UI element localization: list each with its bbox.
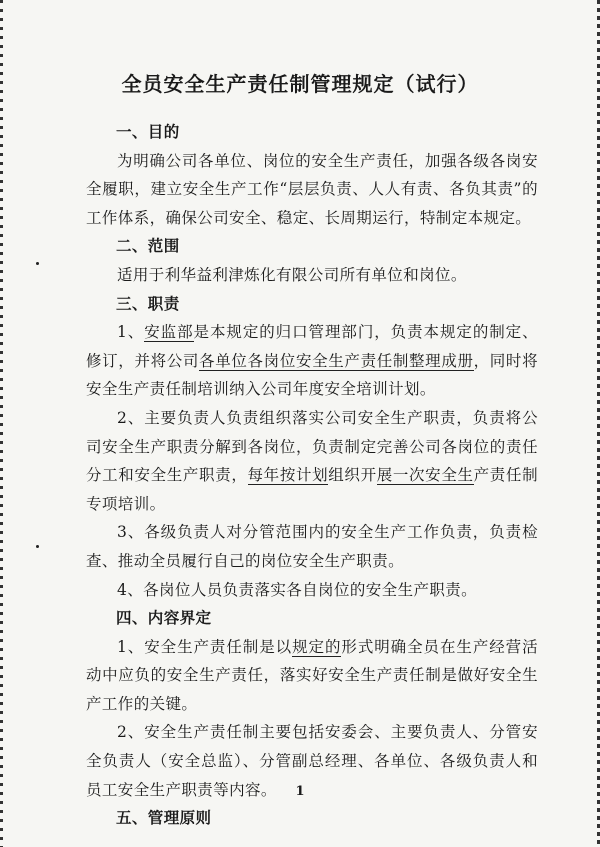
text-run: 形式明确全员在生产经营活动中应负的安全生产责任，落实好安全生产责任制是做好安全生产工作的关键。 bbox=[86, 637, 539, 713]
underlined-text: 规定的 bbox=[292, 637, 342, 656]
section-heading-definition: 四、内容界定 bbox=[116, 608, 212, 628]
underlined-text: 各单位各岗位安全生产责任制整理成册 bbox=[199, 351, 474, 370]
page-number: 1 bbox=[295, 784, 305, 799]
text-run: 1、 bbox=[117, 323, 145, 342]
section-heading-duties: 三、职责 bbox=[116, 293, 180, 313]
underlined-text: 每年按计划 bbox=[247, 466, 329, 485]
text-run: 1、安全生产责任制是以 bbox=[117, 637, 293, 656]
text-run: ，同时将安全生产责任制培训纳入公司年度安全培训计划。 bbox=[86, 351, 538, 399]
section-heading-principles: 五、管理原则 bbox=[116, 808, 212, 828]
section-heading-scope: 二、范围 bbox=[116, 236, 180, 256]
text-run: 2、主要负责人负责组织落实公司安全生产职责，负责将公司安全生产职责分解到各岗位，负责制定完善公司各岗位的责任分工和安全生产职责， bbox=[86, 408, 538, 485]
definition-paragraph-1 bbox=[86, 633, 538, 719]
underlined-text: 安监部 bbox=[144, 323, 194, 342]
scan-dot bbox=[36, 262, 39, 265]
scope-paragraph: 适用于利华益利津炼化有限公司所有单位和岗位。 bbox=[117, 265, 467, 284]
duties-paragraph-1 bbox=[86, 318, 538, 404]
document-body bbox=[86, 118, 538, 833]
document-title: 全员安全生产责任制管理规定（试行） bbox=[121, 72, 479, 96]
purpose-paragraph: 为明确公司各单位、岗位的安全生产责任，加强各级各岗安全履职，建立安全生产工作“层层负责、人人有责、各负其责”的工作体系，确保公司安全、稳定、长周期运行，特制定本规定。 bbox=[86, 151, 538, 227]
duties-paragraph-2 bbox=[86, 404, 538, 518]
text-run: 产责任制专项培训。 bbox=[86, 466, 538, 513]
duties-paragraph-3: 3、各级负责人对分管范围内的安全生产工作负责，负责检查、推动全员履行自己的岗位安全生产职责。 bbox=[86, 523, 538, 570]
duties-paragraph-4: 4、各岗位人员负责落实各自岗位的安全生产职责。 bbox=[117, 580, 478, 599]
text-run: 是本规定的归口管理部门，负责本规定的制定、修订，并将公司 bbox=[86, 323, 539, 370]
text-run: 组织开 bbox=[328, 466, 377, 485]
scan-edge-left bbox=[0, 0, 3, 847]
section-heading-purpose: 一、目的 bbox=[116, 122, 180, 141]
definition-paragraph-2: 2、安全生产责任制主要包括安委会、主要负责人、分管安全负责人（安全总监）、分管副总经理、各单位、各级负责人和员工安全生产职责等内容。 bbox=[86, 723, 538, 799]
underlined-text: 展一次安全生 bbox=[376, 466, 474, 485]
scan-dot bbox=[36, 545, 39, 548]
